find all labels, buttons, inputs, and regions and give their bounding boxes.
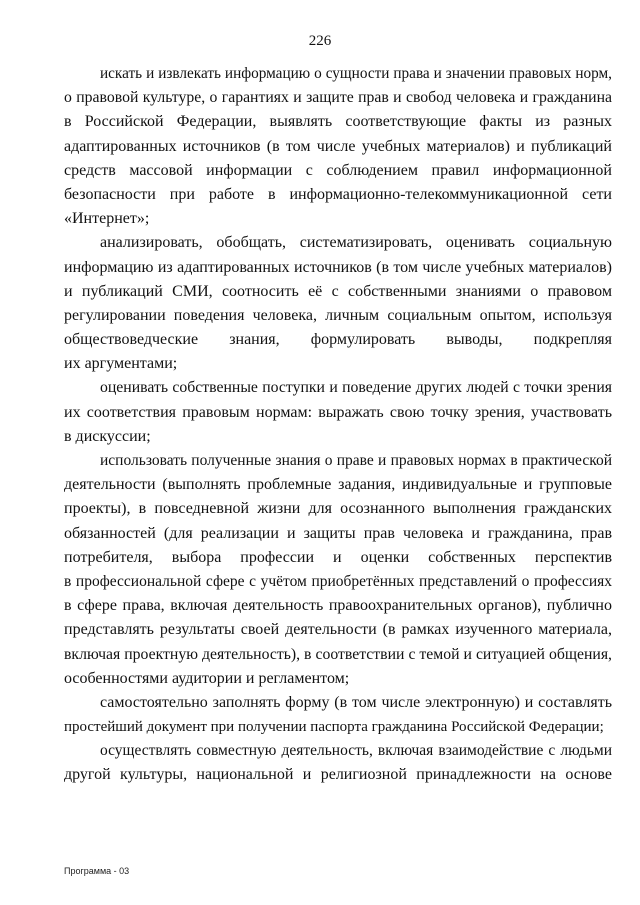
- text-line: «Интернет»;: [64, 210, 150, 228]
- page-number: 226: [308, 33, 332, 49]
- text-line: простейший документ при получении паспорта гражданина Российской Федерации;: [64, 719, 604, 736]
- text-line: другой культуры, национальной и религиозной принадлежности на основе: [64, 766, 612, 784]
- text-line: о правовой культуре, о гарантиях и защите прав и свобод человека и гражданина: [64, 89, 612, 107]
- text-line: адаптированных источников (в том числе учебных материалов) и публикаций: [64, 137, 612, 155]
- text-line: включая проектную деятельность), в соответствии с темой и ситуацией общения,: [64, 645, 612, 663]
- footer-label: Программа - 03: [64, 866, 130, 876]
- text-line: искать и извлекать информацию о сущности права и значении правовых норм,: [100, 65, 612, 82]
- text-line: самостоятельно заполнять форму (в том числе электронную) и составлять: [100, 693, 612, 711]
- text-line: особенностями аудитории и регламентом;: [64, 669, 350, 687]
- text-line: оценивать собственные поступки и поведение других людей с точки зрения: [100, 379, 612, 397]
- text-line: анализировать, обобщать, систематизировать, оценивать социальную: [100, 234, 612, 252]
- text-line: потребителя, выбора профессии и оценки собственных перспектив: [64, 548, 612, 566]
- text-line: безопасности при работе в информационно-телекоммуникационной сети: [64, 185, 612, 203]
- body-text: [64, 62, 612, 788]
- text-line: в профессиональной сфере с учётом приобретённых представлений о профессиях: [64, 572, 612, 590]
- text-line: их соответствия правовым нормам: выражать свою точку зрения, участвовать: [64, 403, 612, 421]
- text-line: в дискуссии;: [64, 427, 151, 445]
- text-line: осуществлять совместную деятельность, включая взаимодействие с людьми: [100, 742, 612, 760]
- text-line: в Российской Федерации, выявлять соответствующие факты из разных: [64, 113, 612, 131]
- text-line: информацию из адаптированных источников (в том числе учебных материалов): [64, 258, 612, 276]
- text-line: их аргументами;: [64, 355, 178, 373]
- text-line: регулировании поведения человека, личным социальным опытом, используя: [64, 306, 612, 324]
- text-line: представлять результаты своей деятельности (в рамках изученного материала,: [64, 621, 612, 639]
- text-line: и публикаций СМИ, соотносить её с собственными знаниями о правовом: [64, 282, 612, 300]
- text-line: обществоведческие знания, формулировать выводы, подкрепляя: [64, 331, 612, 349]
- text-line: обязанностей (для реализации и защиты прав человека и гражданина, прав: [64, 524, 612, 542]
- text-line: деятельности (выполнять проблемные задания, индивидуальные и групповые: [64, 476, 612, 494]
- text-line: в сфере права, включая деятельность правоохранительных органов), публично: [64, 597, 612, 615]
- text-line: средств массовой информации с соблюдением правил информационной: [64, 161, 612, 179]
- text-line: использовать полученные знания о праве и правовых нормах в практической: [100, 452, 612, 469]
- text-line: проекты), в повседневной жизни для осознанного выполнения гражданских: [64, 500, 612, 518]
